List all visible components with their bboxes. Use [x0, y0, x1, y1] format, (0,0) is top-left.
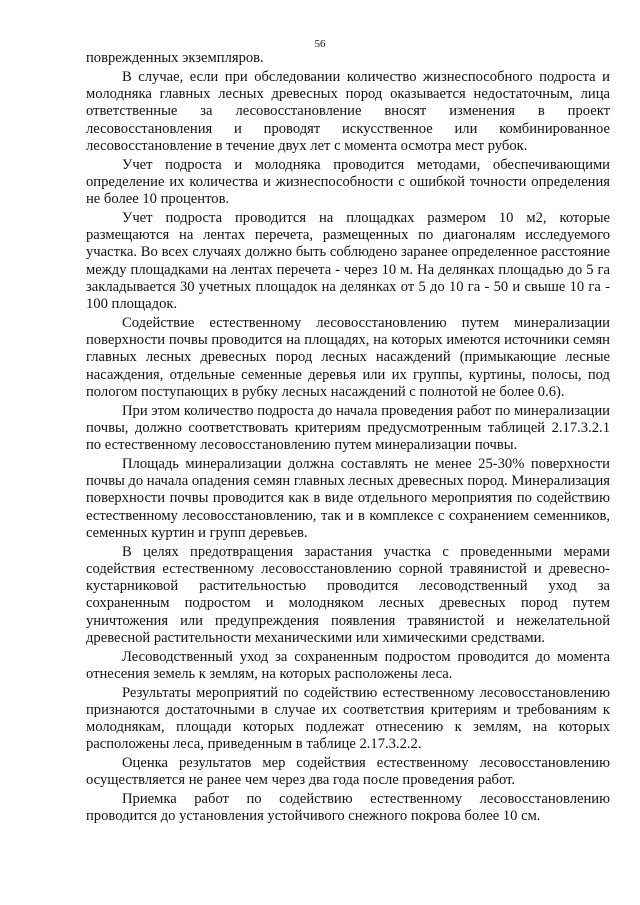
- paragraph-results-evaluation: Оценка результатов мер содействия естественному лесовосстановлению осуществляется не ранее чем через два года после проведения работ.: [86, 755, 610, 789]
- paragraph-soil-mineralization: Содействие естественному лесовосстановлению путем минерализации поверхности почвы проводится на площадях, на которых имеются источники семян главных лесных древесных пород лесных насаждений (примыкающие лесные насаждения, отдельные семенные деревья или их группы, куртины, полосы, под пологом поступающих в рубку лесных насаждений с полнотой не более 0.6).: [86, 314, 610, 400]
- paragraph-care-duration: Лесоводственный уход за сохраненным подростом проводится до момента отнесения земель к землям, на которых расположены леса.: [86, 648, 610, 682]
- paragraph-sample-plots: Учет подроста проводится на площадках размером 10 м2, которые размещаются на лентах перечета, размещенных по диагоналям исследуемого участка. Во всех случаях должно быть соблюдено заранее определенное расстояние между площадками на лентах перечета - через 10 м. На делянках площадью до 5 га закладывается 30 учетных площадок на делянках от 5 до 10 га - 50 и свыше 10 га - 100 площадок.: [86, 209, 610, 312]
- document-body: [86, 50, 610, 827]
- paragraph-work-acceptance: Приемка работ по содействию естественному лесовосстановлению проводится до установления устойчивого снежного покрова более 10 см.: [86, 791, 610, 825]
- paragraph-accounting-methods: Учет подроста и молодняка проводится методами, обеспечивающими определение их количества и жизнеспособности с ошибкой точности определения не более 10 процентов.: [86, 156, 610, 207]
- page-number: 56: [314, 38, 326, 50]
- paragraph-results-criteria: Результаты мероприятий по содействию естественному лесовосстановлению признаются достаточными в случае их соответствия критериям и требованиям к молоднякам, площади которых подлежат отнесению к землям, на которых расположены леса, приведенным в таблице 2.17.3.2.2.: [86, 684, 610, 753]
- paragraph-regrowth-criteria: При этом количество подроста до начала проведения работ по минерализации почвы, должно соответствовать критериям предусмотренным таблицей 2.17.3.2.1 по естественному лесовосстановлению путем минерализации почвы.: [86, 402, 610, 453]
- paragraph-insufficient-regrowth: В случае, если при обследовании количество жизнеспособного подроста и молодняка главных лесных древесных пород оказывается недостаточным, лица ответственные за лесовосстановление вносят изменения в проект лесовосстановления и проводят искусственное или комбинированное лесовосстановление в течение двух лет с момента осмотра мест рубок.: [86, 68, 610, 154]
- paragraph-continuation: поврежденных экземпляров.: [86, 50, 264, 66]
- paragraph-silvicultural-care: В целях предотвращения зарастания участка с проведенными мерами содействия естественному лесовосстановлению сорной травянистой и древесно-кустарниковой растительностью проводится лесоводственный уход за сохраненным подростом и молодняком лесных древесных пород путем уничтожения или предупреждения появления травянистой и нежелательной древесной растительности механическими или химическими средствами.: [86, 543, 610, 646]
- paragraph-mineralization-area: Площадь минерализации должна составлять не менее 25-30% поверхности почвы до начала опадения семян главных лесных древесных пород. Минерализация поверхности почвы проводится как в виде отдельного мероприятия по содействию естественному лесовосстановлению, так и в комплексе с сохранением семенников, семенных куртин и групп деревьев.: [86, 455, 610, 541]
